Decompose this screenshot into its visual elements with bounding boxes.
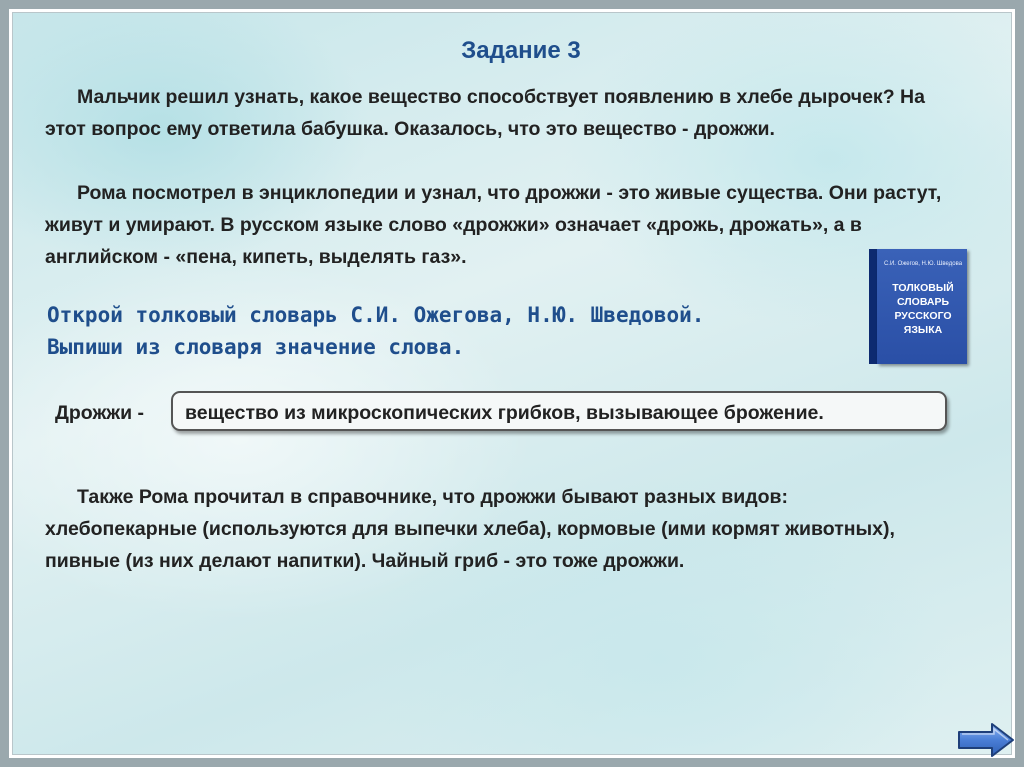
book-title [883, 281, 963, 337]
task-line-1: Открой толковый словарь С.И. Ожегова, Н.Ю. Шведовой. [47, 303, 705, 327]
slide-title: Задание 3 [461, 37, 581, 64]
paragraph-types [45, 481, 945, 577]
next-slide-button[interactable] [956, 721, 1016, 759]
paragraph-intro-text: Мальчик решил узнать, какое вещество способствует появлению в хлебе дырочек? На этот вопрос ему ответила бабушка. Оказалось, что это вещество - дрожжи. [45, 86, 925, 140]
task-instruction [47, 299, 847, 363]
book-title-line: РУССКОГО [894, 310, 952, 322]
paragraph-encyclopedia [45, 177, 945, 273]
paragraph-intro [45, 81, 945, 145]
book-title-line: ЯЗЫКА [903, 324, 943, 336]
paragraph-encyclopedia-text: Рома посмотрел в энциклопедии и узнал, что дрожжи - это живые существа. Они растут, живут и умирают. В русском языке слово «дрожжи» означает «дрожь, дрожать», а в английском - «пена, кипеть, выделять газ». [45, 182, 942, 268]
arrow-right-icon [956, 721, 1016, 759]
task-line-2: Выпиши из словаря значение слова. [47, 335, 465, 359]
paragraph-types-text: Также Рома прочитал в справочнике, что дрожжи бывают разных видов: хлебопекарные (используются для выпечки хлеба), кормовые (ими кормят животных), пивные (из них делают напитки). Чайный гриб - это тоже дрожжи. [45, 486, 895, 572]
dictionary-book-image [869, 249, 967, 364]
book-title-line: СЛОВАРЬ [896, 296, 950, 308]
book-title-line: ТОЛКОВЫЙ [892, 282, 954, 294]
answer-field[interactable]: вещество из микроскопических грибков, вызывающее брожение. [171, 391, 947, 431]
answer-label: Дрожжи - [55, 402, 145, 424]
book-authors: С.И. Ожегов, Н.Ю. Шведова [883, 261, 963, 267]
book-cover [877, 249, 967, 364]
